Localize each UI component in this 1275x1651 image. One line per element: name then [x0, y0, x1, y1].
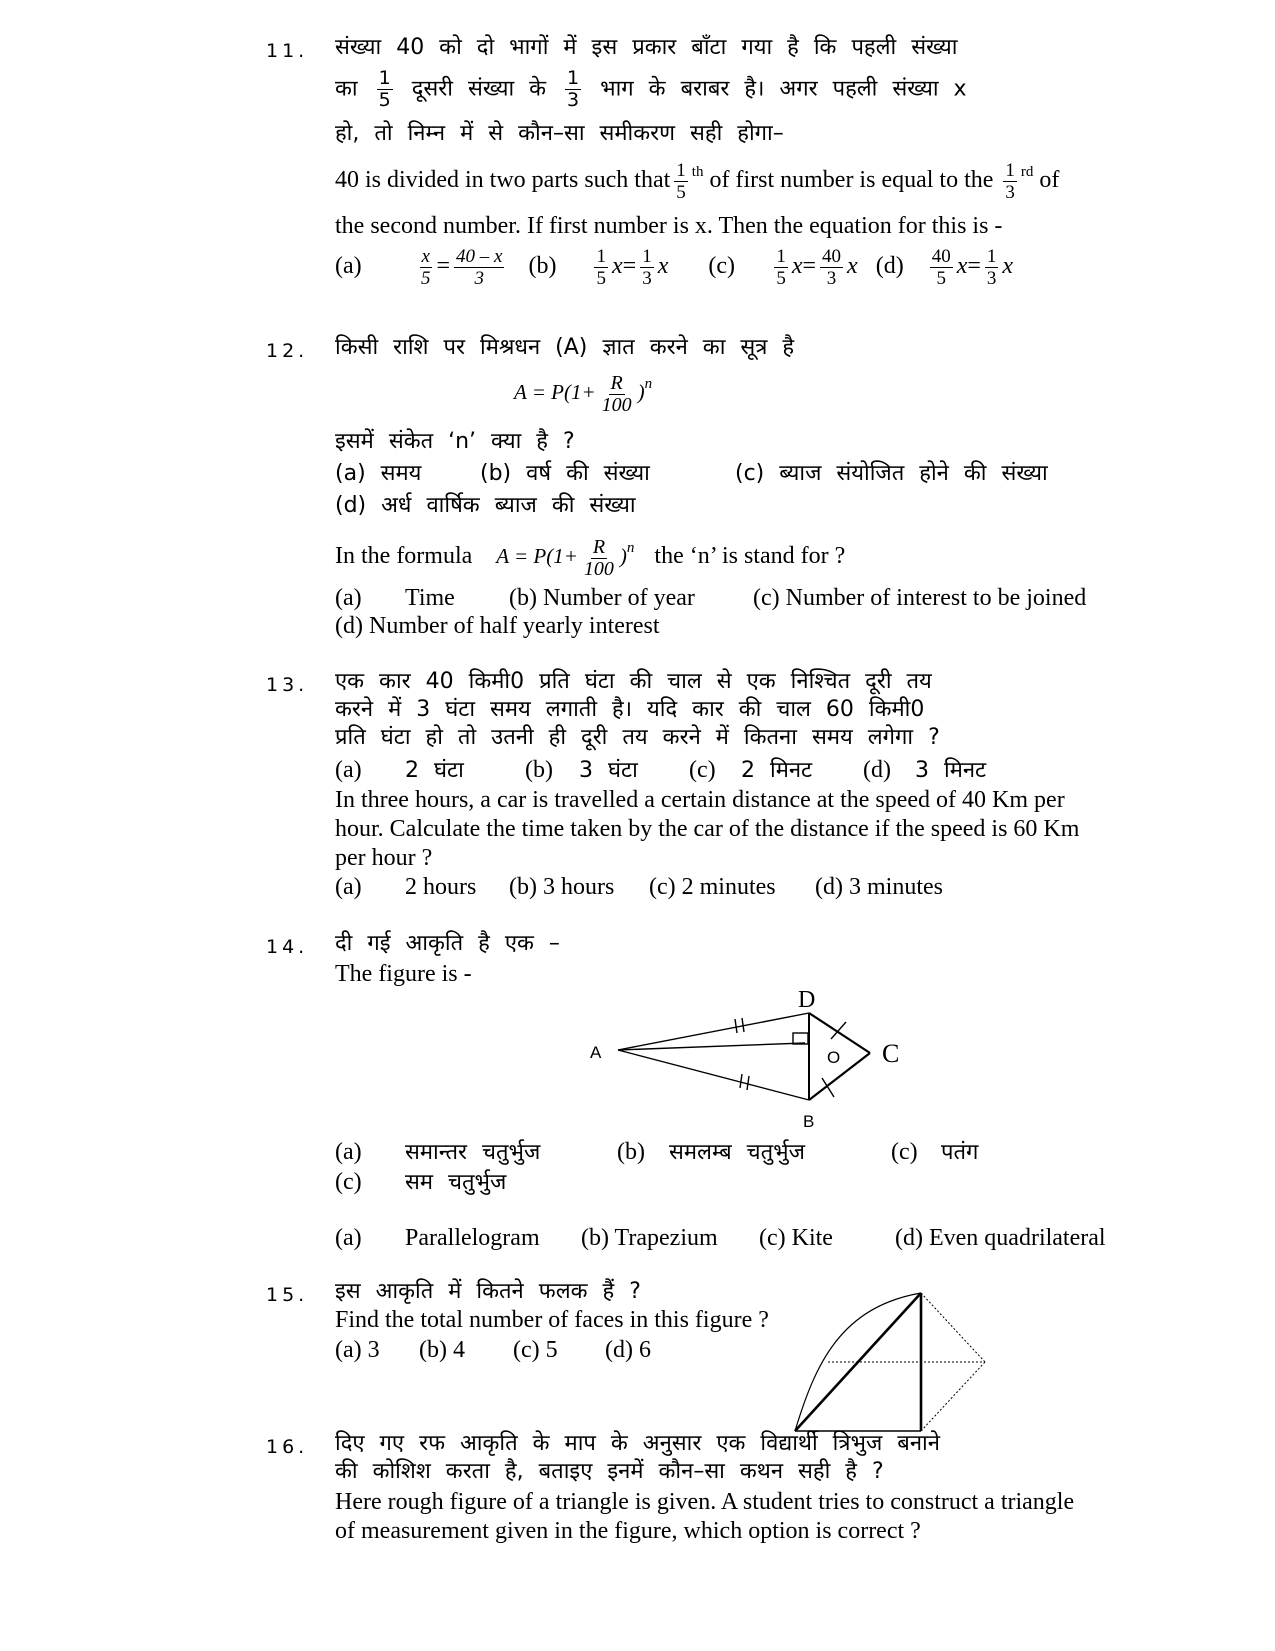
option-b: (b) 3 hours — [509, 874, 615, 900]
fraction-one-fifth: $\frac{1}{5}$ — [378, 67, 391, 111]
english-options-row: (a) Time (b) Number of year (c) Number of interest to be joined — [335, 585, 1087, 611]
option-d: (d) Number of half yearly interest — [335, 613, 660, 639]
hindi-options-row-2: (c) सम चतुर्भुज — [335, 1169, 507, 1195]
english-line-1: In three hours, a car is travelled a certain distance at the speed of 40 Km per — [335, 787, 1065, 813]
option-d: (d) — [875, 253, 904, 280]
english-options-row: (a) Parallelogram (b) Trapezium (c) Kite (d) Even quadrilateral — [335, 1225, 1106, 1251]
hindi-line-2: करने में 3 घंटा समय लगाती है। यदि कार की चाल 60 किमी0 — [335, 697, 925, 722]
question-number: 16. — [266, 1436, 309, 1458]
kite-figure — [590, 985, 920, 1135]
option-d: (d) Even quadrilateral — [895, 1225, 1106, 1251]
option-c: पतंग — [941, 1140, 979, 1165]
option-a: (a) — [335, 253, 362, 280]
option-b: 3 घंटा — [579, 758, 638, 783]
english-line-3: per hour ? — [335, 845, 433, 871]
hindi-line-1: संख्या 40 को दो भागों में इस प्रकार बाँटा गया है कि पहली संख्या — [335, 35, 958, 60]
option-c: (c) 2 minutes — [649, 874, 776, 900]
option-c: (c) Number of interest to be joined — [753, 585, 1087, 611]
hindi-line-1: दिए गए रफ आकृति के माप के अनुसार एक विद्यार्थी त्रिभुज बनाने — [335, 1431, 940, 1456]
fraction-one-third: $\frac{1}{3}$ — [1005, 159, 1015, 203]
question-number: 15. — [266, 1284, 309, 1306]
english-line-1: Find the total number of faces in this figure ? — [335, 1307, 769, 1333]
option-b: (b) Trapezium — [581, 1225, 718, 1251]
question-number: 11. — [266, 40, 309, 62]
option-c: (c) 5 — [513, 1337, 558, 1363]
option-c: (c) Kite — [759, 1225, 833, 1251]
vertex-label-c: C — [882, 1039, 900, 1068]
option-a: (a) समय — [335, 461, 422, 486]
hindi-line-1: किसी राशि पर मिश्रधन (A) ज्ञात करने का सूत्र है — [335, 335, 795, 360]
option-a: 2 hours — [405, 874, 477, 900]
english-line-1: Here rough figure of a triangle is given. A student tries to construct a triangle — [335, 1489, 1075, 1515]
fraction-one-fifth: $\frac{1}{5}$ — [676, 159, 686, 203]
hindi-options-row — [335, 460, 1048, 488]
english-options-row: (a) 2 hours (b) 3 hours (c) 2 minutes (d) 3 minutes — [335, 874, 943, 900]
hindi-line-1: इस आकृति में कितने फलक हैं ? — [335, 1279, 641, 1304]
option-a: (a) 3 — [335, 1337, 380, 1363]
option-b: (b) — [528, 253, 557, 280]
option-a: Time — [405, 585, 455, 611]
hindi-line-3: प्रति घंटा हो तो उतनी ही दूरी तय करने में कितना समय लगेगा ? — [335, 725, 940, 750]
hindi-line-2: इसमें संकेत ‘n’ क्या है ? — [335, 429, 575, 454]
solid-figure — [790, 1285, 1000, 1445]
option-b: (b) वर्ष की संख्या — [480, 461, 650, 486]
hindi-line-1: दी गई आकृति है एक – — [335, 931, 560, 956]
option-b: समलम्ब चतुर्भुज — [669, 1140, 805, 1165]
options-row — [335, 1336, 651, 1364]
option-a: Parallelogram — [405, 1225, 540, 1251]
english-line-1: In the formula A = P(1+ $\frac{R}{100}$ )$^n$ the ‘n’ is stand for ? — [335, 535, 846, 580]
hindi-line-1: एक कार 40 किमी0 प्रति घंटा की चाल से एक निश्चित दूरी तय — [335, 669, 932, 694]
hindi-options-row-1: (a) समान्तर चतुर्भुज (b) समलम्ब चतुर्भुज (c) पतंग — [335, 1139, 979, 1165]
option-b: (b) 4 — [419, 1337, 465, 1363]
english-line-2: hour. Calculate the time taken by the car of the distance if the speed is 60 Km — [335, 816, 1080, 842]
option-c: (c) ब्याज संयोजित होने की संख्या — [735, 461, 1048, 486]
option-c: (c) — [708, 253, 735, 280]
center-label-o: O — [827, 1048, 841, 1067]
fraction-one-third: $\frac{1}{3}$ — [567, 67, 580, 111]
question-number: 13. — [266, 674, 309, 696]
vertex-label-a: A — [590, 1043, 602, 1062]
option-b: (b) Number of year — [509, 585, 695, 611]
option-c: 2 मिनट — [741, 758, 813, 783]
option-d: (d) 3 minutes — [815, 874, 943, 900]
compound-interest-formula: A = P(1+ $\frac{R}{100}$ )$^n$ — [514, 371, 653, 416]
english-line-1: The figure is - — [335, 961, 472, 987]
option-d: (d) 6 — [605, 1337, 651, 1363]
question-number: 12. — [266, 340, 309, 362]
hindi-line-2: की कोशिश करता है, बताइए इनमें कौन–सा कथन सही है ? — [335, 1459, 884, 1484]
vertex-label-b: B — [803, 1112, 815, 1131]
question-number: 14. — [266, 936, 309, 958]
option-d: 3 मिनट — [915, 758, 987, 783]
option-a: समान्तर चतुर्भुज — [405, 1140, 541, 1165]
hindi-line-2: का $\frac{1}{5}$ दूसरी संख्या के $\frac{1}{3}$ भाग के बराबर है। अगर पहली संख्या x — [335, 67, 967, 111]
option-d: (d) अर्ध वार्षिक ब्याज की संख्या — [335, 493, 636, 518]
hindi-line-3: हो, तो निम्न में से कौन–सा समीकरण सही होगा– — [335, 121, 784, 146]
options-row: (a) $\frac{x}{5}$ = $\frac{40 - x}{3}$ (b) $\frac{1}{5}$ x= $\frac{1}{3}$ x (c) $\frac{1}{5}$ x= $\frac{40}{3}$ x (d) $\frac{40}{5}$ x= $\frac{1}{3}$ x — [335, 246, 1014, 289]
option-a: 2 घंटा — [405, 758, 464, 783]
vertex-label-d: D — [798, 987, 816, 1013]
option-d: सम चतुर्भुज — [405, 1170, 507, 1195]
english-line-2: the second number. If first number is x. Then the equation for this is - — [335, 213, 1003, 239]
english-line-2: of measurement given in the figure, which option is correct ? — [335, 1518, 921, 1544]
english-line-1: 40 is divided in two parts such that $\frac{1}{5}$ $^{th}$ of first number is equal to the $\frac{1}{3}$ $^{rd}$ of — [335, 159, 1060, 203]
hindi-options-row: (a) 2 घंटा (b) 3 घंटा (c) 2 मिनट (d) 3 मिनट — [335, 757, 987, 783]
